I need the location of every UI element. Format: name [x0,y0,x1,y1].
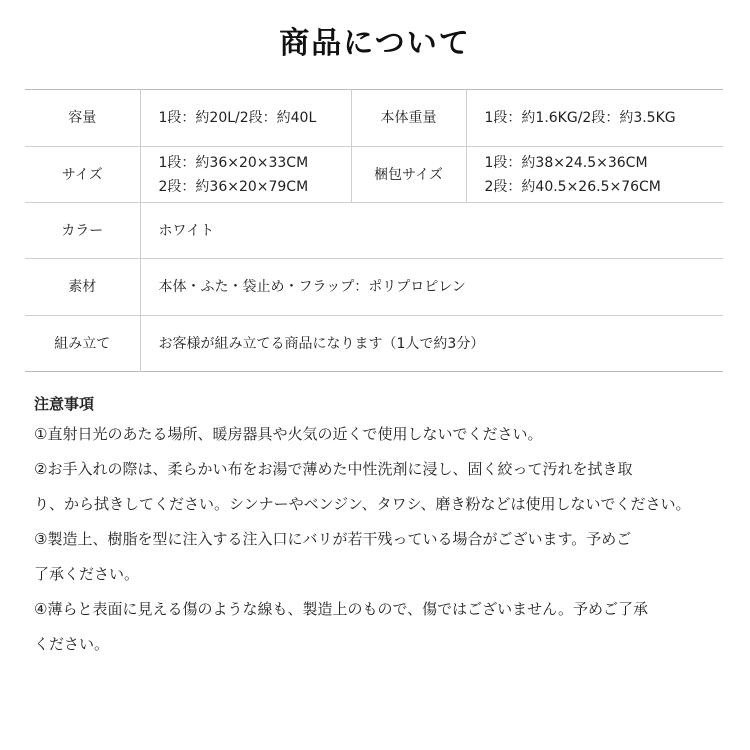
package-size-value-line-1: 1段：約38×24.5×36CM [484,154,648,171]
note-line-7: ください。 [34,635,110,653]
size-value-line-2: 2段：約36×20×79CM [158,178,309,195]
material-value: 本体・ふた・袋止め・フラップ：ポリプロピレン [140,259,723,316]
size-value-line-1: 1段：約36×20×33CM [158,154,309,171]
spec-row-size-package [25,147,723,203]
notes-heading: 注意事項 [34,395,95,413]
assembly-label: 組み立て [25,316,140,372]
package-size-value [466,147,723,203]
size-label: サイズ [25,147,140,203]
notes-section [34,392,724,667]
note-line-5: 了承ください。 [34,565,140,583]
note-line-4: ③製造上、樹脂を型に注入する注入口にバリが若干残っている場合がございます。予めご [34,530,632,548]
package-size-value-line-2: 2段：約40.5×26.5×76CM [484,178,661,195]
color-label: カラー [25,203,140,259]
spec-row-material [25,259,723,316]
material-label: 素材 [25,259,140,316]
note-line-6: ④薄らと表面に見える傷のような線も、製造上のもので、傷ではございません。予めご了承 [34,600,649,618]
size-value [140,147,351,203]
note-line-1: ①直射日光のあたる場所、暖房器具や火気の近くで使用しないでください。 [34,425,543,443]
package-size-label: 梱包サイズ [351,147,466,203]
page-title: 商品について [279,26,471,61]
spec-row-color [25,203,723,259]
spec-row-capacity-weight [25,90,723,147]
note-line-3: り、から拭きしてください。シンナーやベンジン、タワシ、磨き粉などは使用しないでください。 [34,495,691,513]
weight-value: 1段：約1.6KG/2段：約3.5KG [466,90,723,147]
spec-row-assembly [25,316,723,372]
color-value: ホワイト [140,203,723,259]
capacity-label: 容量 [25,90,140,147]
capacity-value: 1段：約20L/2段：約40L [140,90,351,147]
assembly-value: お客様が組み立てる商品になります（1人で約3分） [158,335,485,352]
spec-table [25,89,723,372]
weight-label: 本体重量 [351,90,466,147]
note-line-2: ②お手入れの際は、柔らかい布をお湯で薄めた中性洗剤に浸し、固く絞って汚れを拭き取 [34,460,633,478]
